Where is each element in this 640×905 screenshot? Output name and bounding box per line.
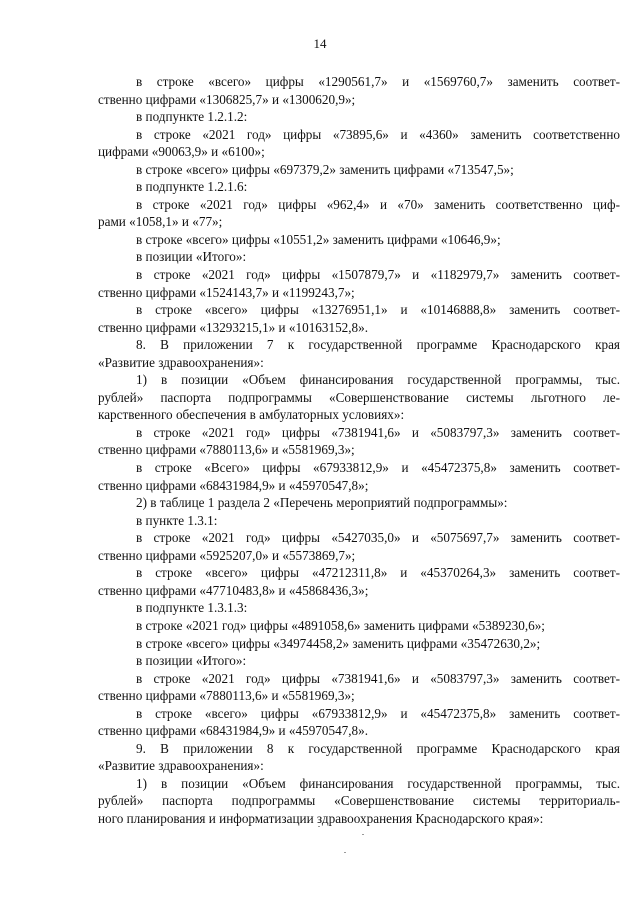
- text-line: в строке «2021 год» цифры «1507879,7» и «1182979,7» заменить соответ-: [136, 267, 620, 283]
- scan-speck: [362, 834, 364, 835]
- text-line: в позиции «Итого»:: [136, 653, 247, 669]
- text-line: в строке «всего» цифры «47212311,8» и «45370264,3» заменить соответ-: [136, 565, 620, 581]
- text-line: в строке «2021 год» цифры «7381941,6» и «5083797,3» заменить соответ-: [136, 670, 620, 686]
- text-line: 2) в таблице 1 раздела 2 «Перечень мероприятий подпрограммы»:: [136, 495, 508, 511]
- text-line: рами «1058,1» и «77»;: [98, 214, 223, 230]
- text-line: в подпункте 1.2.1.2:: [136, 109, 248, 125]
- text-line: 1) в позиции «Объем финансирования государственной программы, тыс.: [136, 775, 620, 791]
- text-line: в позиции «Итого»:: [136, 249, 247, 265]
- text-line: 9. В приложении 8 к государственной программе Краснодарского края: [136, 740, 620, 756]
- text-line: в строке «2021 год» цифры «4891058,6» заменить цифрами «5389230,6»;: [136, 617, 545, 633]
- text-line: ственно цифрами «1306825,7» и «1300620,9»;: [98, 91, 356, 107]
- text-line: 8. В приложении 7 к государственной программе Краснодарского края: [136, 337, 620, 353]
- text-line: в строке «2021 год» цифры «73895,6» и «4360» заменить соответственно: [136, 126, 620, 142]
- text-line: в строке «всего» цифры «34974458,2» заменить цифрами «35472630,2»;: [136, 635, 541, 651]
- text-line: «Развитие здравоохранения»:: [98, 758, 264, 774]
- text-line: в строке «всего» цифры «697379,2» заменить цифрами «713547,5»;: [136, 161, 514, 177]
- text-line: рублей» паспорта подпрограммы «Совершенствование системы территориаль-: [98, 793, 620, 809]
- text-line: ственно цифрами «5925207,0» и «5573869,7»;: [98, 547, 356, 563]
- text-line: ного планирования и информатизации здравоохранения Краснодарского края»:: [98, 810, 544, 826]
- scan-speck: [318, 826, 320, 827]
- text-line: ственно цифрами «1524143,7» и «1199243,7»;: [98, 284, 355, 300]
- page-number: 14: [313, 36, 327, 51]
- text-line: в строке «Всего» цифры «67933812,9» и «45472375,8» заменить соответ-: [136, 460, 620, 476]
- text-line: в пункте 1.3.1:: [136, 512, 218, 528]
- text-line: ственно цифрами «7880113,6» и «5581969,3»;: [98, 688, 355, 704]
- text-line: ственно цифрами «47710483,8» и «45868436,3»;: [98, 582, 369, 598]
- scan-speck: [344, 852, 346, 853]
- text-line: в строке «всего» цифры «10551,2» заменить цифрами «10646,9»;: [136, 231, 501, 247]
- text-line: рублей» паспорта подпрограммы «Совершенствование системы льготного ле-: [98, 389, 620, 405]
- text-line: в строке «2021 год» цифры «7381941,6» и «5083797,3» заменить соответ-: [136, 424, 620, 440]
- text-line: ственно цифрами «68431984,9» и «45970547,8»;: [98, 477, 369, 493]
- text-line: в подпункте 1.3.1.3:: [136, 600, 248, 616]
- text-line: 1) в позиции «Объем финансирования государственной программы, тыс.: [136, 372, 620, 388]
- text-line: цифрами «90063,9» и «6100»;: [98, 144, 265, 160]
- text-line: в подпункте 1.2.1.6:: [136, 179, 248, 195]
- document-body: [98, 73, 620, 828]
- text-line: в строке «всего» цифры «13276951,1» и «10146888,8» заменить соответ-: [136, 302, 620, 318]
- text-line: в строке «всего» цифры «67933812,9» и «45472375,8» заменить соответ-: [136, 705, 620, 721]
- text-line: ственно цифрами «68431984,9» и «45970547,8».: [98, 723, 369, 739]
- text-line: в строке «всего» цифры «1290561,7» и «1569760,7» заменить соответ-: [136, 74, 620, 89]
- text-line: в строке «2021 год» цифры «962,4» и «70» заменить соответственно циф-: [136, 196, 620, 212]
- text-line: ственно цифрами «7880113,6» и «5581969,3»;: [98, 442, 355, 458]
- text-line: ственно цифрами «13293215,1» и «10163152,8».: [98, 319, 369, 335]
- text-line: «Развитие здравоохранения»:: [98, 354, 264, 370]
- text-line: в строке «2021 год» цифры «5427035,0» и «5075697,7» заменить соответ-: [136, 530, 620, 546]
- text-line: карственного обеспечения в амбулаторных условиях»:: [98, 407, 405, 423]
